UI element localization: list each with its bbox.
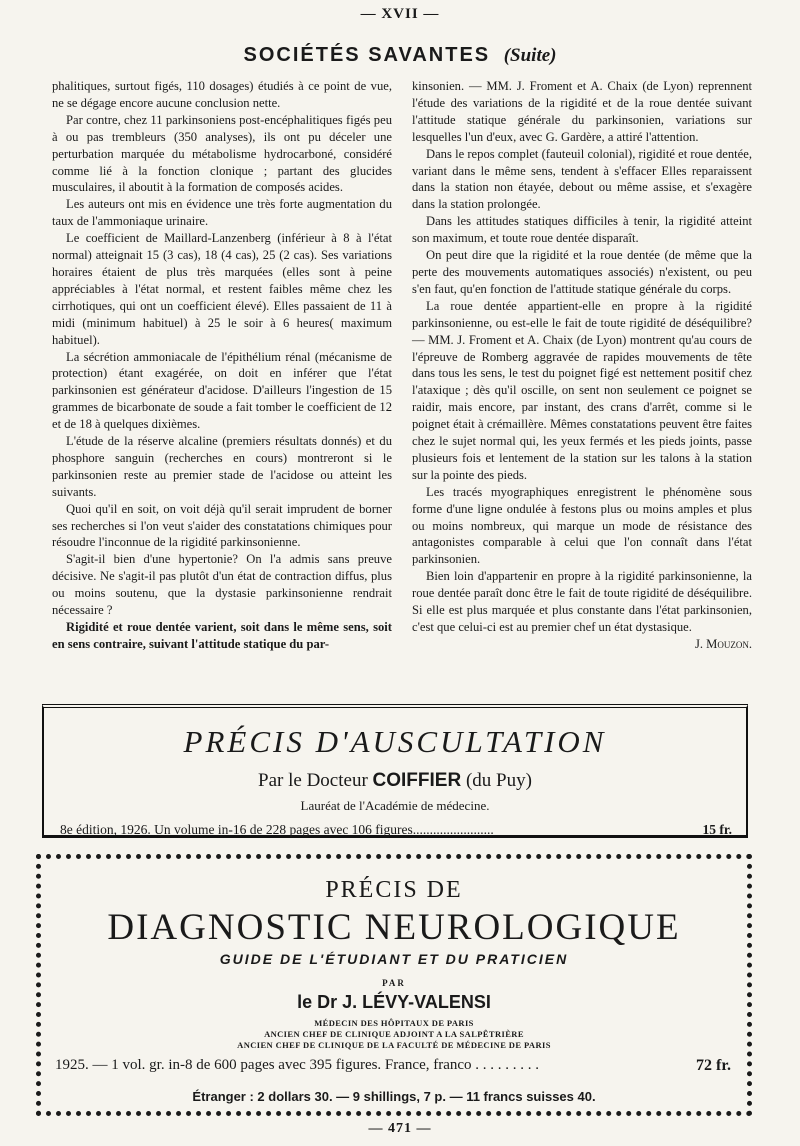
paragraph: La sécrétion ammoniacale de l'épithélium rénal (mécanisme de protection) étant exagérée, on doit en inférer que l'état parkinsonien est générateur d'acidose. D'ailleurs l'ingestion de 15 grammes de bicarbonate de soude a fait tomber le coefficient de 12 et de 18 à quelques dixièmes. bbox=[52, 349, 392, 432]
running-title: SOCIÉTÉS SAVANTES bbox=[243, 44, 491, 66]
paragraph: Le coefficient de Maillard-Lanzenberg (inférieur à 8 à l'état normal) atteignait 15 (3 cas), 18 (4 cas), 25 (2 cas). Ses variations horaires étaient de plus très marquées (elles sont à peine appréciables à l'état normal, et restent faibles même chez les cirrhotiques, qui ont un coefficient élevé). Elles passaient de 11 à midi (minimum habituel) à 25 le soir à 6 heures( maximum habituel). bbox=[52, 231, 392, 347]
paragraph: Quoi qu'il en soit, on voit déjà qu'il serait imprudent de borner ses recherches si l'on veut s'aider des constatations chimiques pour résoudre l'inconnue de la rigidité parkinsonienne. bbox=[52, 501, 392, 550]
ad-title-line2: DIAGNOSTIC NEUROLOGIQUE bbox=[107, 907, 681, 948]
paragraph: kinsonien. — MM. J. Froment et A. Chaix (de Lyon) reprennent l'étude des variations de la rigidité et de la roue dentée suivant l'attitude statique générale du parkinsonien, variations sur lesquelles l'un d'eux, avec G. Gardère, a attiré l'attention. bbox=[412, 79, 752, 144]
ad-credit: ANCIEN CHEF DE CLINIQUE ADJOINT A LA SALPÊTRIÈRE bbox=[264, 1029, 524, 1039]
paragraph: L'étude de la réserve alcaline (premiers résultats donnés) et du phosphore sanguin (recherches en cours) montreront si le parkinsonien reste au premier stade de l'acidose ou atteint les suivants. bbox=[52, 434, 392, 499]
edition-text: 1925. — 1 vol. gr. in-8 de 600 pages avec 395 figures. France, franco . . . . . . . . . bbox=[55, 1057, 540, 1073]
signature: J. Mouzon. bbox=[694, 636, 752, 651]
ad-par: PAR bbox=[382, 978, 406, 988]
price: 15 fr. bbox=[702, 822, 732, 837]
ad-author bbox=[44, 770, 746, 792]
paragraph: La roue dentée appartient-elle en propre à la rigidité parkinsonienne, ou est-elle le fait de toute rigidité de déséquilibre? — MM. J. Froment et A. Chaix (de Lyon) montrent qu'au cours de l'épreuve de Romberg aggravée de rapides mouvements de tête dans tous les sens, le test du poignet figé est nettement positif chez l'ataxique ; dès qu'il oscille, on sent non seulement ce poignet se raidir, mais encore, par instant, des crans d'arrêt, comme si le poignet était à crémaillère. Mêmes constatations peuvent être faites chez le sujet normal qui, les yeux fermés et les pieds joints, passe plusieurs fois et lentement de la station sur les talons à la station sur la pointe des pieds. bbox=[412, 298, 752, 482]
ad-edition-line bbox=[60, 822, 732, 838]
author-name: COIFFIER bbox=[372, 770, 462, 791]
top-page-number: — XVII — bbox=[360, 6, 440, 22]
paragraph: Par contre, chez 11 parkinsoniens post-encéphalitiques figés peu à ou pas trembleurs (350 analyses), ils ont pu déceler une perturbation marquée du métabolisme hydrocarboné, considéré comme lié à la fonction clonique ; partant des glucides musculaires, il aboutit à la formation de composés acides. bbox=[52, 112, 392, 195]
paragraph: Dans le repos complet (fauteuil colonial), rigidité et roue dentée, variant dans le même sens, tendent à s'effacer Elles reparaissent dans la station non étayée, debout ou même assise, et s'exagère dans la station prolongée. bbox=[412, 146, 752, 212]
paragraph: Les tracés myographiques enregistrent le phénomène sous forme d'une ligne ondulée à festons plus ou moins amples et plus ou moins nombreux, qui marque un mode de résistance des antagonistes comparable à celui que l'on connaît dans l'état parkinsonien. bbox=[412, 484, 752, 567]
author-prefix: Par le Docteur bbox=[258, 770, 368, 791]
ad-author: le Dr J. LÉVY-VALENSI bbox=[297, 992, 491, 1012]
paragraph: S'agit-il bien d'une hypertonie? On l'a admis sans preuve décisive. Ne s'agit-il pas plutôt d'un état de contraction diffus, plus ou moins soutenu, que la dystasie parkinsonienne rendrait nécessaire ? bbox=[52, 552, 392, 618]
running-head bbox=[0, 44, 800, 67]
ad-credit: ANCIEN CHEF DE CLINIQUE DE LA FACULTÉ DE MÉDECINE DE PARIS bbox=[237, 1040, 551, 1050]
paragraph: Les auteurs ont mis en évidence une très forte augmentation du taux de l'ammoniaque urinaire. bbox=[52, 197, 392, 229]
ad-laureate: Lauréat de l'Académie de médecine. bbox=[300, 798, 490, 813]
paragraph: Bien loin d'appartenir en propre à la rigidité parkinsonienne, la roue dentée paraît donc être le fait de toute rigidité de déséquilibre. Si elle est plus marquée et plus constante dans l'état parkinsonien, c'est que celui-ci est au premier chef un état dystasique. bbox=[412, 569, 752, 634]
right-column bbox=[412, 78, 752, 653]
ad-subtitle: GUIDE DE L'ÉTUDIANT ET DU PRATICIEN bbox=[219, 951, 569, 967]
advertisement-diagnostic bbox=[36, 854, 752, 1116]
paragraph: On peut dire que la rigidité et la roue dentée (de même que la perte des mouvements automatiques associés) n'existent, ou peu s'en faut, qu'en fonction de l'attitude statique générale du corps. bbox=[412, 248, 752, 296]
author-suffix: (du Puy) bbox=[465, 770, 532, 791]
ad-foreign-price: Étranger : 2 dollars 30. — 9 shillings, 7 p. — 11 francs suisses 40. bbox=[192, 1089, 596, 1104]
price: 72 fr. bbox=[696, 1057, 731, 1074]
ad-edition-line bbox=[55, 1057, 731, 1074]
paragraph: Dans les attitudes statiques difficiles à tenir, la rigidité atteint son maximum, et toute roue dentée disparaît. bbox=[412, 214, 752, 246]
section-heading: Rigidité et roue dentée varient, soit dans le même sens, soit en sens contraire, suivant l'attitude statique du par- bbox=[52, 620, 392, 651]
running-suffix: (Suite) bbox=[503, 45, 557, 66]
advertisement-auscultation bbox=[42, 704, 748, 838]
left-column bbox=[52, 78, 392, 653]
ad-title: PRÉCIS D'AUSCULTATION bbox=[183, 724, 607, 759]
edition-text: 8e édition, 1926. Un volume in-16 de 228 pages avec 106 figures........................ bbox=[60, 822, 494, 837]
paragraph: phalitiques, surtout figés, 110 dosages) étudiés à ce point de vue, ne se dégage encore aucune conclusion nette. bbox=[52, 79, 392, 110]
ad-credit: MÉDECIN DES HÔPITAUX DE PARIS bbox=[314, 1018, 474, 1028]
ad-title-line1: PRÉCIS DE bbox=[325, 877, 463, 903]
bottom-page-number: — 471 — bbox=[368, 1121, 432, 1136]
